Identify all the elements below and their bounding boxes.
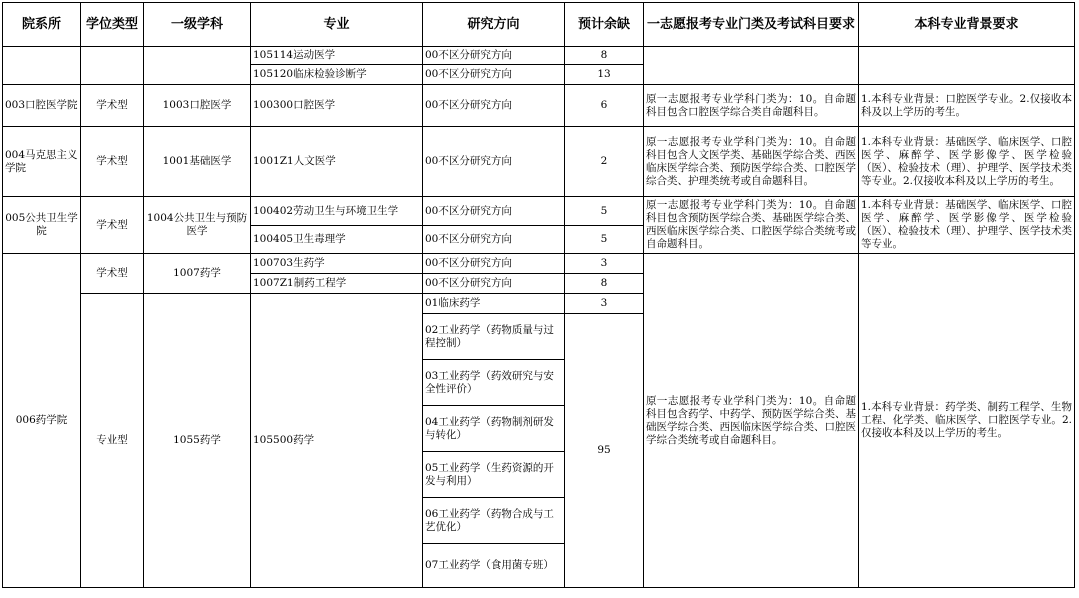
direction-cell: 02工业药学（药物质量与过程控制） [423,314,565,360]
vacancy-cell: 2 [565,127,644,197]
header-vacancy: 预计余缺 [565,3,644,47]
dept-cell: 005公共卫生学院 [3,197,81,254]
background-cell [859,47,1075,85]
major-cell: 105120临床检验诊断学 [251,65,423,85]
exam-cell: 原一志愿报考专业学科门类为：10。自命题科目包含药学、中药学、预防医学综合类、基础医学综合类、西医临床医学综合类、口腔医学综合类统考或自命题科目。 [644,254,859,588]
table-row [3,197,1075,226]
major-cell: 1007Z1制药工程学 [251,274,423,294]
discipline-cell: 1004公共卫生与预防医学 [144,197,251,254]
dept-cell [3,47,81,85]
table-row [3,85,1075,127]
header-background-requirements: 本科专业背景要求 [859,3,1075,47]
background-cell: 1.本科专业背景：口腔医学专业。2.仅接收本科及以上学历的考生。 [859,85,1075,127]
exam-cell [644,47,859,85]
direction-cell: 00不区分研究方向 [423,274,565,294]
header-major: 专业 [251,3,423,47]
vacancy-cell: 8 [565,47,644,65]
major-cell: 100703生药学 [251,254,423,274]
header-discipline: 一级学科 [144,3,251,47]
exam-cell: 原一志愿报考专业学科门类为：10。自命题科目包含口腔医学综合类自命题科目。 [644,85,859,127]
vacancy-cell: 3 [565,294,644,314]
discipline-cell: 1055药学 [144,294,251,588]
direction-cell: 00不区分研究方向 [423,254,565,274]
direction-cell: 00不区分研究方向 [423,47,565,65]
direction-cell: 00不区分研究方向 [423,226,565,254]
direction-cell: 01临床药学 [423,294,565,314]
major-cell: 105500药学 [251,294,423,588]
degree-cell: 学术型 [81,127,144,197]
degree-cell: 学术型 [81,85,144,127]
vacancy-cell: 13 [565,65,644,85]
discipline-cell: 1007药学 [144,254,251,294]
header-exam-requirements: 一志愿报考专业门类及考试科目要求 [644,3,859,47]
table-row [3,127,1075,197]
direction-cell: 00不区分研究方向 [423,65,565,85]
vacancy-cell: 3 [565,254,644,274]
dept-cell: 003口腔医学院 [3,85,81,127]
major-cell: 105114运动医学 [251,47,423,65]
direction-cell: 05工业药学（生药资源的开发与利用） [423,452,565,498]
background-cell: 1.本科专业背景：基础医学、临床医学、口腔医学、麻醉学、医学影像学、医学检验（医）、检验技术（理）、护理学、医学技术类等专业。 [859,197,1075,254]
direction-cell: 00不区分研究方向 [423,197,565,226]
degree-cell: 学术型 [81,197,144,254]
discipline-cell [144,47,251,85]
direction-cell: 04工业药学（药物制剂研发与转化） [423,406,565,452]
vacancy-cell: 6 [565,85,644,127]
direction-cell: 06工业药学（药物合成与工艺优化） [423,498,565,544]
exam-cell: 原一志愿报考专业学科门类为：10。自命题科目包含预防医学综合类、基础医学综合类、西医临床医学综合类、口腔医学综合类统考或自命题科目。 [644,197,859,254]
vacancy-cell: 8 [565,274,644,294]
degree-cell: 专业型 [81,294,144,588]
vacancy-cell: 5 [565,197,644,226]
table-row [3,254,1075,274]
direction-cell: 00不区分研究方向 [423,85,565,127]
degree-cell [81,47,144,85]
degree-cell: 学术型 [81,254,144,294]
discipline-cell: 1003口腔医学 [144,85,251,127]
header-row [3,3,1075,47]
major-cell: 100402劳动卫生与环境卫生学 [251,197,423,226]
direction-cell: 07工业药学（食用菌专班） [423,544,565,588]
exam-cell: 原一志愿报考专业学科门类为：10。自命题科目包含人文医学类、基础医学综合类、西医临床医学综合类、预防医学综合类、口腔医学综合类、护理类统考或自命题科目。 [644,127,859,197]
header-dept: 院系所 [3,3,81,47]
discipline-cell: 1001基础医学 [144,127,251,197]
background-cell: 1.本科专业背景：药学类、制药工程学、生物工程、化学类、临床医学、口腔医学专业。2.仅接收本科及以上学历的考生。 [859,254,1075,588]
background-cell: 1.本科专业背景：基础医学、临床医学、口腔医学、麻醉学、医学影像学、医学检验（医）、检验技术（理）、护理学、医学技术类等专业。2.仅接收本科及以上学历的考生。 [859,127,1075,197]
major-cell: 100405卫生毒理学 [251,226,423,254]
direction-cell: 03工业药学（药效研究与安全性评价） [423,360,565,406]
dept-cell: 006药学院 [3,254,81,588]
major-cell: 1001Z1人文医学 [251,127,423,197]
header-direction: 研究方向 [423,3,565,47]
header-degree-type: 学位类型 [81,3,144,47]
major-cell: 100300口腔医学 [251,85,423,127]
admissions-table [2,2,1075,588]
vacancy-cell: 95 [565,314,644,588]
vacancy-cell: 5 [565,226,644,254]
table-row [3,47,1075,65]
direction-cell: 00不区分研究方向 [423,127,565,197]
dept-cell: 004马克思主义学院 [3,127,81,197]
